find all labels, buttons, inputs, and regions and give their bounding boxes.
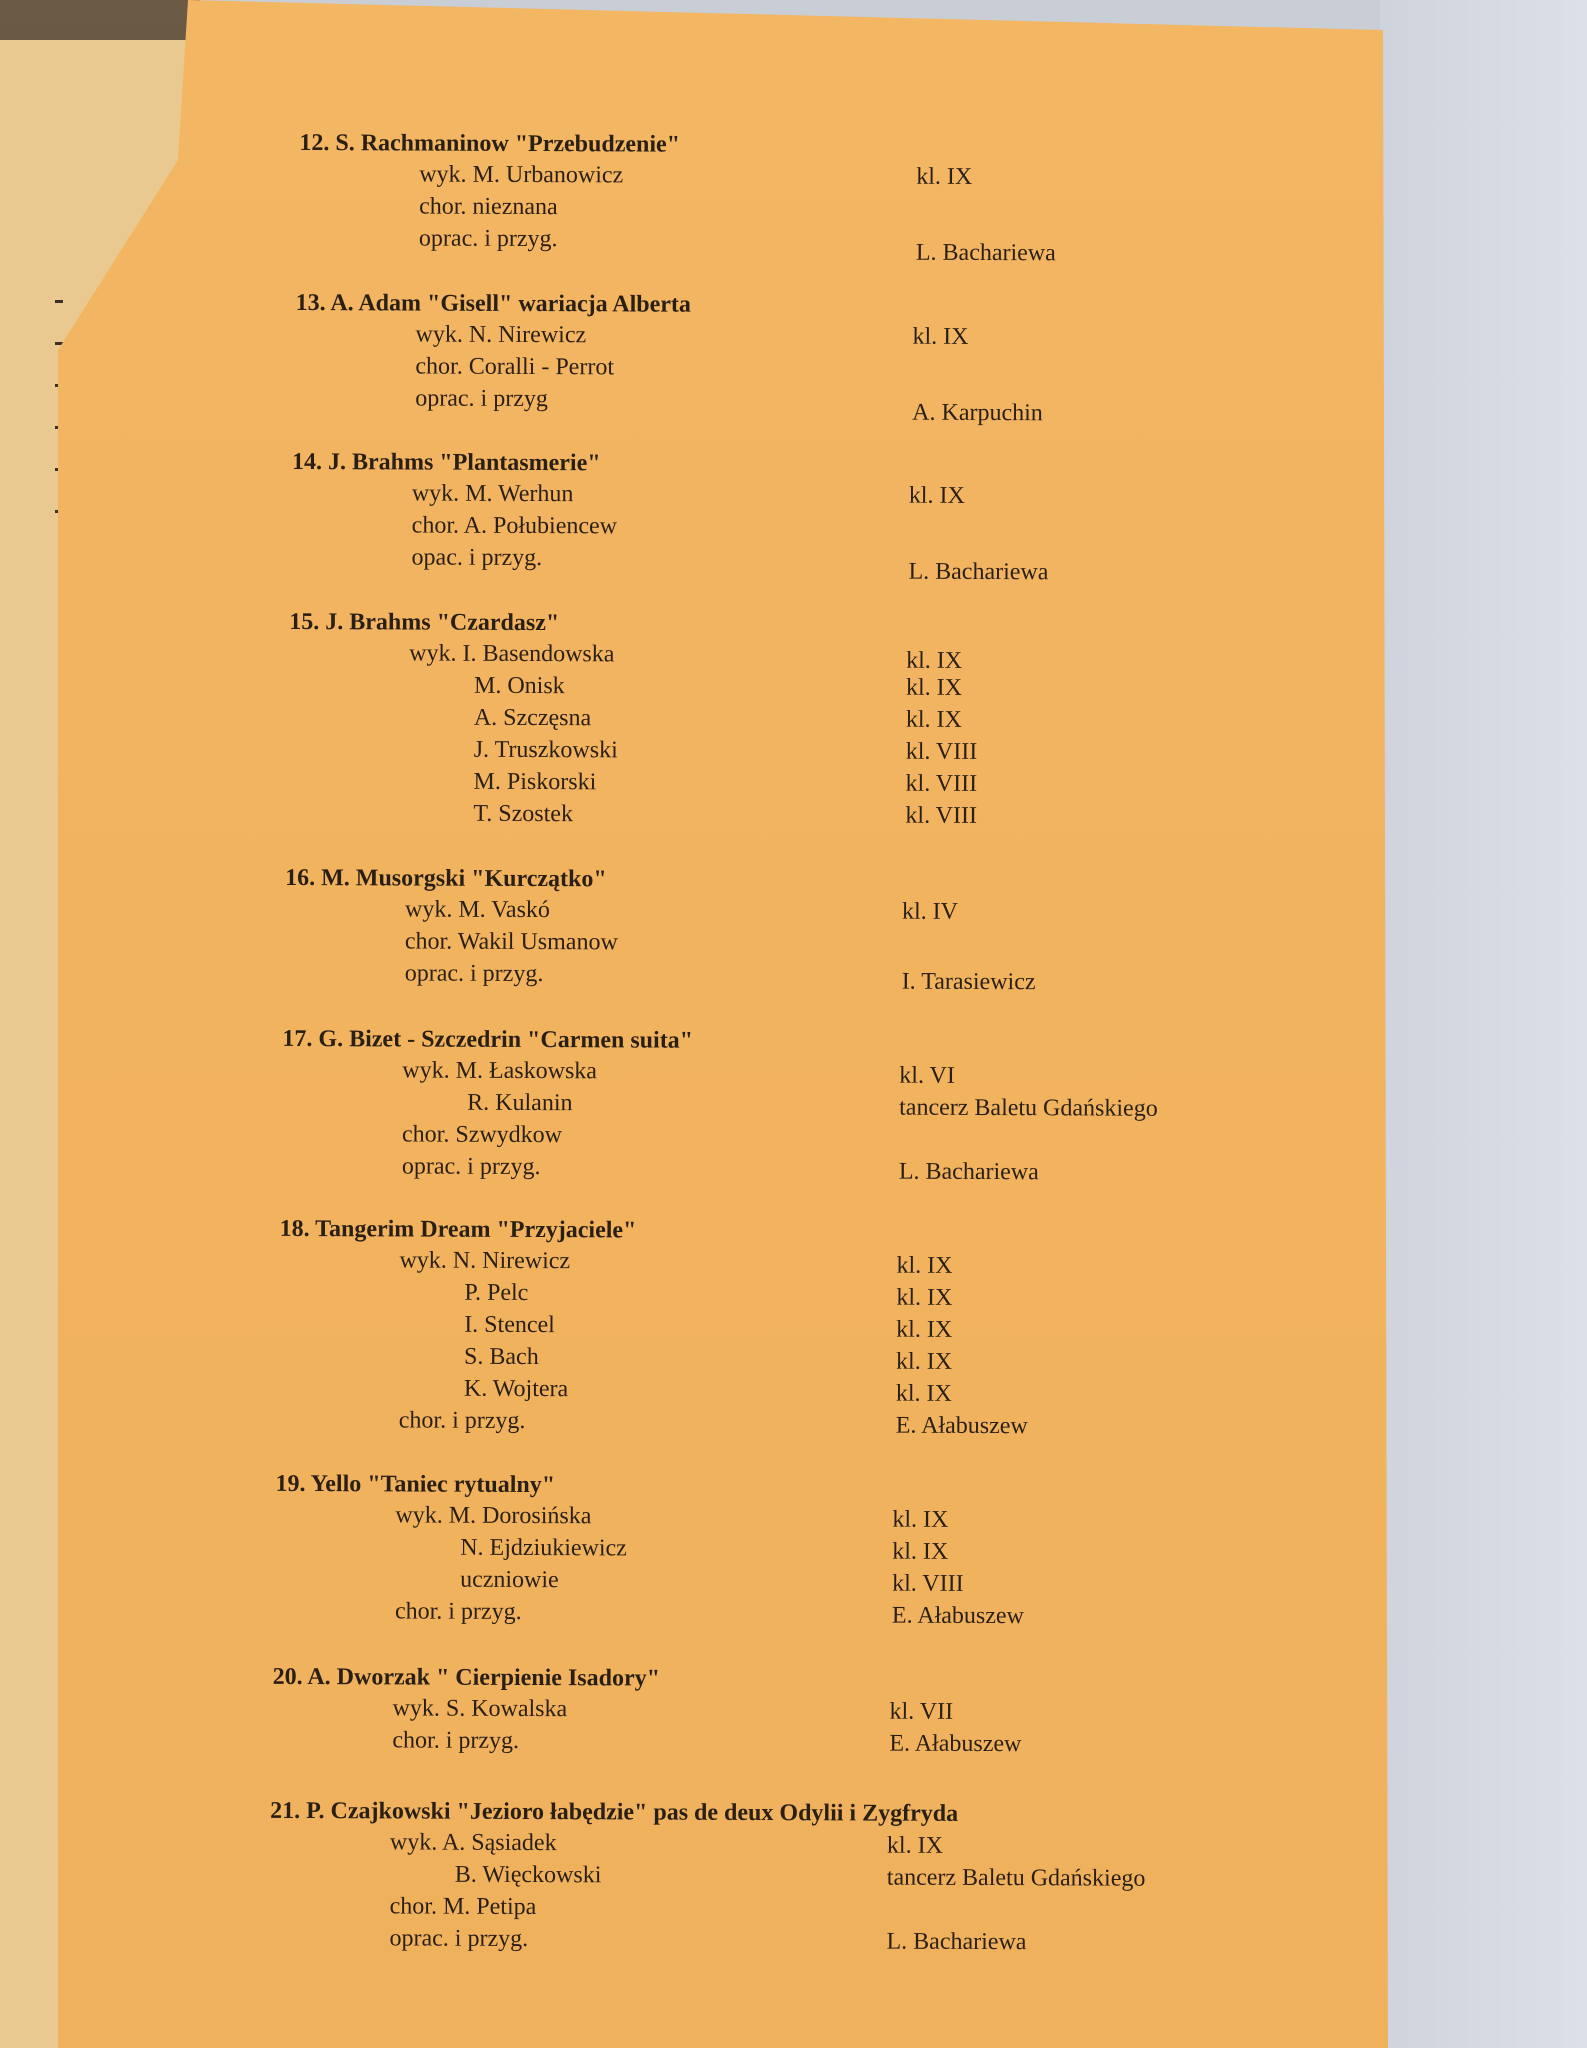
item-line: oprac. i przyg A. Karpuchin [415,385,1043,427]
item-line: chor. Coralli - Perrot [415,353,615,381]
program-item [299,128,1056,267]
item-line: P. Pelc kl. IX [464,1279,953,1311]
item-line: wyk. I. Basendowska kl. IX [409,640,963,674]
item-title: 18. Tangerim Dream "Przyjaciele" [279,1215,637,1244]
program-item [282,1024,1158,1186]
item-line: wyk. N. Nirewicz kl. IX [399,1247,953,1279]
item-line: chor. Szwydkow [401,1121,563,1149]
item-line: wyk. M. Dorosińska kl. IX [395,1502,949,1533]
item-line: T. Szostek kl. VIII [473,800,978,829]
item-title: 21. P. Czajkowski "Jezioro łabędzie" pas de deux Odylii i Zygfryda [270,1797,959,1827]
item-line: I. Stencel kl. IX [464,1311,953,1343]
item-line: chor. A. Połubiencew [411,512,618,540]
item-title: 14. J. Brahms "Plantasmerie" [291,448,601,477]
item-title: 12. S. Rachmaninow "Przebudzenie" [299,129,681,158]
item-line: oprac. i przyg. L. Bachariewa [401,1153,1039,1186]
item-line: M. Piskorski kl. VIII [473,768,978,797]
item-line: S. Bach kl. IX [464,1343,953,1375]
item-line: chor. i przyg. E. Ałabuszew [392,1727,1022,1758]
item-line: oprac. i przyg. L. Bachariewa [389,1925,1027,1956]
program-item [279,1214,1028,1440]
item-line: chor. Wakil Usmanow [404,928,618,956]
item-line: chor. M. Petipa [389,1893,537,1921]
item-line: oprac. i przyg. I. Tarasiewicz [404,960,1036,996]
item-title: 13. A. Adam "Gisell" wariacja Alberta [295,289,692,318]
item-line: wyk. N. Nirewicz kl. IX [415,321,969,350]
program-item [295,288,1043,427]
item-line: chor. nieznana [419,193,558,221]
item-title: 16. M. Musorgski "Kurczątko" [285,864,607,893]
program-item [272,1662,1022,1758]
item-line: opac. i przyg. L. Bachariewa [411,544,1049,586]
item-line: wyk. A. Sąsiadek kl. IX [389,1829,944,1859]
item-line: A. Szczęsna kl. IX [473,704,962,733]
item-line: wyk. M. Urbanowicz kl. IX [419,161,973,190]
item-line: R. Kulanin tancerz Baletu Gdańskiego [467,1089,1158,1122]
item-line: uczniowie kl. VIII [460,1566,964,1597]
item-title: 20. A. Dworzak " Cierpienie Isadory" [272,1663,661,1692]
item-line: wyk. S. Kowalska kl. VII [392,1695,954,1725]
item-title: 15. J. Brahms "Czardasz" [289,608,560,637]
item-title: 17. G. Bizet - Szczedrin "Carmen suita" [282,1025,694,1054]
item-line: oprac. i przyg. L. Bachariewa [418,225,1056,267]
item-line: M. Onisk kl. IX [473,672,963,701]
item-line: K. Wojtera kl. IX [463,1375,952,1407]
program-item [275,1469,1024,1630]
item-line: J. Truszkowski kl. VIII [473,736,978,765]
program-item [291,447,1049,586]
item-line: wyk. M. Werhun kl. IX [411,480,965,509]
item-title: 19. Yello "Taniec rytualny" [275,1470,556,1499]
item-line: chor. i przyg. E. Ałabuszew [394,1598,1024,1630]
item-line: chor. i przyg. E. Ałabuszew [398,1407,1028,1440]
program-item [269,1796,1146,1957]
item-line: wyk. M. Vaskó kl. IV [404,896,959,925]
program-item [288,607,978,830]
item-line: N. Ejdziukiewicz kl. IX [460,1534,949,1565]
program-item [285,863,1036,996]
item-line: B. Więckowski tancerz Baletu Gdańskiego [454,1861,1146,1892]
item-line: wyk. M. Łaskowska kl. VI [402,1057,955,1089]
